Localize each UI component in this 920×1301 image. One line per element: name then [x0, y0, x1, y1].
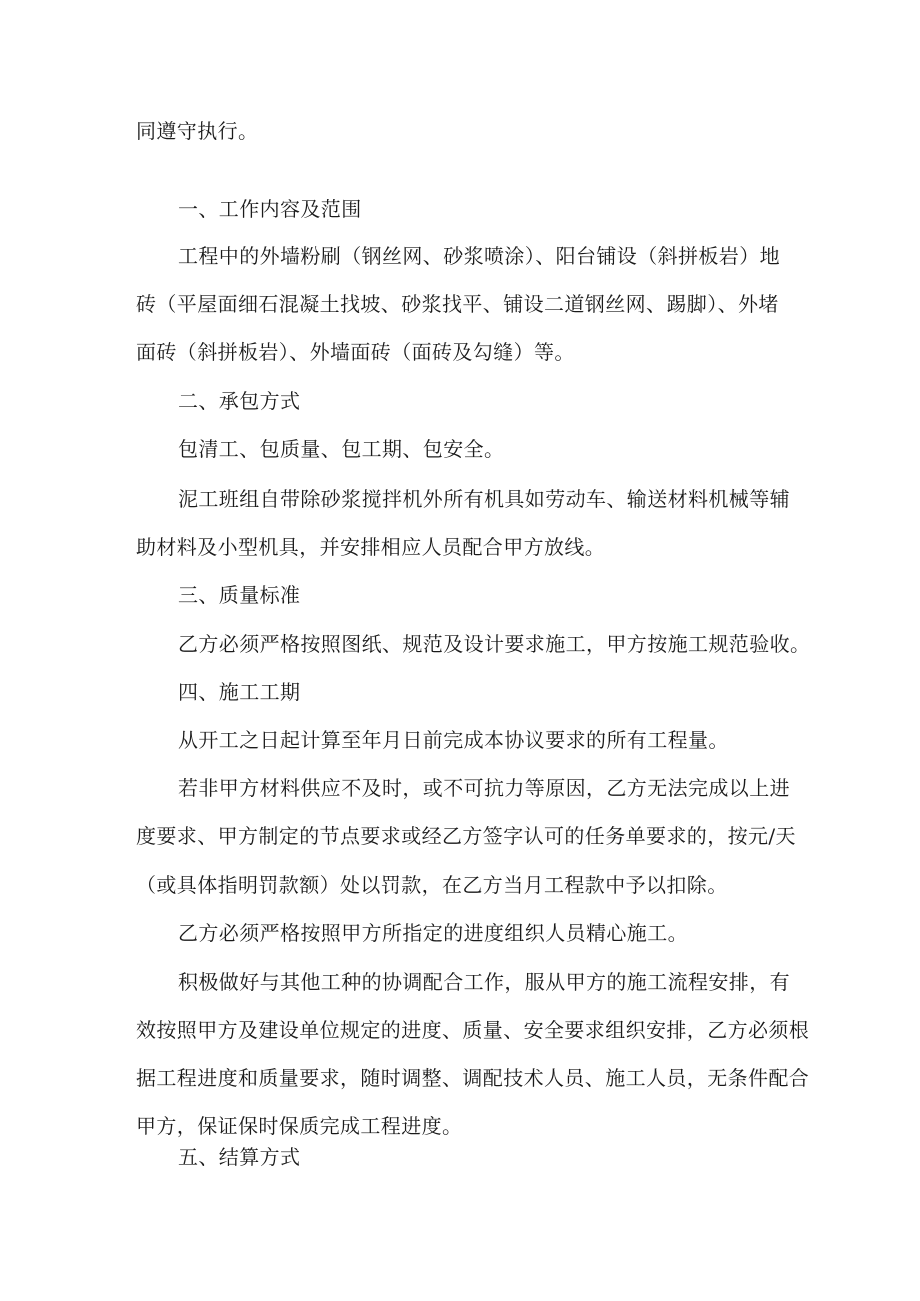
paragraph-line: （或具体指明罚款额）处以罚款，在乙方当月工程款中予以扣除。: [136, 873, 728, 897]
paragraph-line: 乙方必须严格按照图纸、规范及设计要求施工，甲方按施工规范验收。: [178, 632, 811, 656]
paragraph-line: 泥工班组自带除砂浆搅拌机外所有机具如劳动车、输送材料机械等辅: [178, 487, 790, 511]
paragraph-line: 度要求、甲方制定的节点要求或经乙方签字认可的任务单要求的，按元/天: [136, 824, 796, 848]
paragraph-line: 从开工之日起计算至年月日前完成本协议要求的所有工程量。: [178, 728, 729, 752]
paragraph-line: 据工程进度和质量要求，随时调整、调配技术人员、施工人员，无条件配合: [136, 1066, 810, 1090]
paragraph-line: 助材料及小型机具，并安排相应人员配合甲方放线。: [136, 535, 606, 559]
paragraph-line: 砖（平屋面细石混凝土找坡、砂浆找平、铺设二道钢丝网、踢脚）、外堵: [136, 292, 779, 316]
section-heading-4: 四、施工工期: [178, 680, 301, 704]
paragraph-line: 效按照甲方及建设单位规定的进度、质量、安全要求组织安排，乙方必须根: [136, 1018, 810, 1042]
paragraph-line: 工程中的外墙粉刷（钢丝网、砂浆喷涂）、阳台铺设（斜拼板岩）地: [178, 244, 780, 268]
continuation-line: 同遵守执行。: [136, 119, 259, 143]
paragraph-line: 甲方，保证保时保质完成工程进度。: [136, 1114, 463, 1138]
paragraph-line: 包清工、包质量、包工期、包安全。: [178, 437, 505, 461]
section-heading-2: 二、承包方式: [178, 389, 301, 413]
section-heading-5: 五、结算方式: [178, 1145, 301, 1169]
section-heading-1: 一、工作内容及范围: [178, 197, 362, 221]
paragraph-line: 面砖（斜拼板岩）、外墙面砖（面砖及勾缝）等。: [136, 340, 575, 364]
paragraph-line: 乙方必须严格按照甲方所指定的进度组织人员精心施工。: [178, 921, 688, 945]
paragraph-line: 积极做好与其他工种的协调配合工作，服从甲方的施工流程安排，有: [178, 970, 790, 994]
section-heading-3: 三、质量标准: [178, 583, 301, 607]
paragraph-line: 若非甲方材料供应不及时，或不可抗力等原因，乙方无法完成以上进: [178, 776, 790, 800]
